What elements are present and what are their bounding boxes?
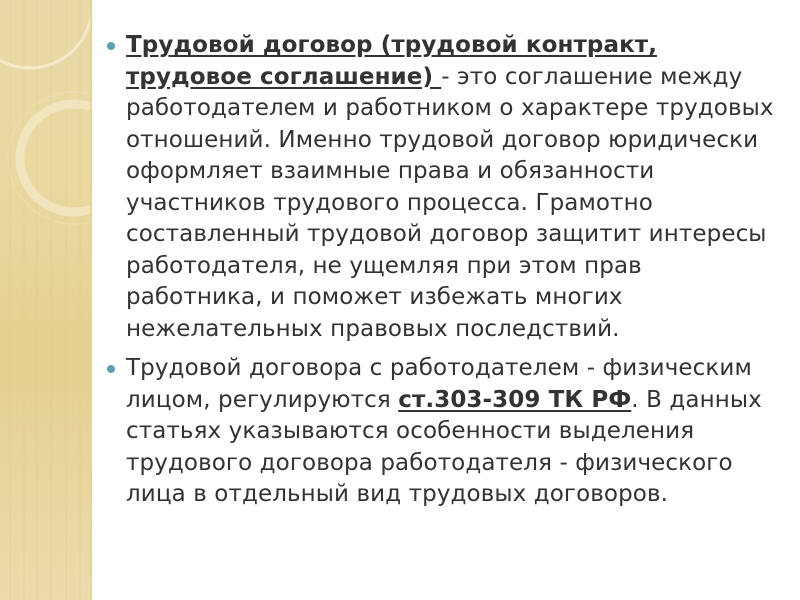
bullet-dot-icon (107, 365, 115, 373)
bullet-item-definition (104, 30, 780, 345)
term-heading: Трудовой договор (трудовой контракт, трудовое соглашение) (126, 32, 658, 90)
bullet-dot-icon (107, 42, 115, 50)
regulation-text-before: Трудовой договора с работодателем - физическим лицом, регулируются (126, 355, 752, 413)
bullet-item-regulation (104, 353, 780, 511)
definition-text: - это соглашение между работодателем и работником о характере трудовых отношений. Именно трудовой договор юридически оформляет взаимные права и обязанности участников трудового процесса. Грамотно составленный трудовой договор защитит интересы работодателя, не ущемляя при этом прав работника, и поможет избежать многих нежелательных правовых последствий. (126, 63, 774, 342)
regulation-text-after: . В данных статьях указываются особенности выделения трудового договора работодателя - физического лица в отдельный вид трудовых договоров. (126, 386, 762, 507)
strip-divider (90, 0, 92, 600)
decorative-side-strip (0, 0, 92, 600)
slide-content (104, 30, 780, 519)
law-reference-link[interactable]: ст.303-309 ТК РФ (398, 386, 632, 413)
decorative-circles-icon (0, 0, 92, 600)
